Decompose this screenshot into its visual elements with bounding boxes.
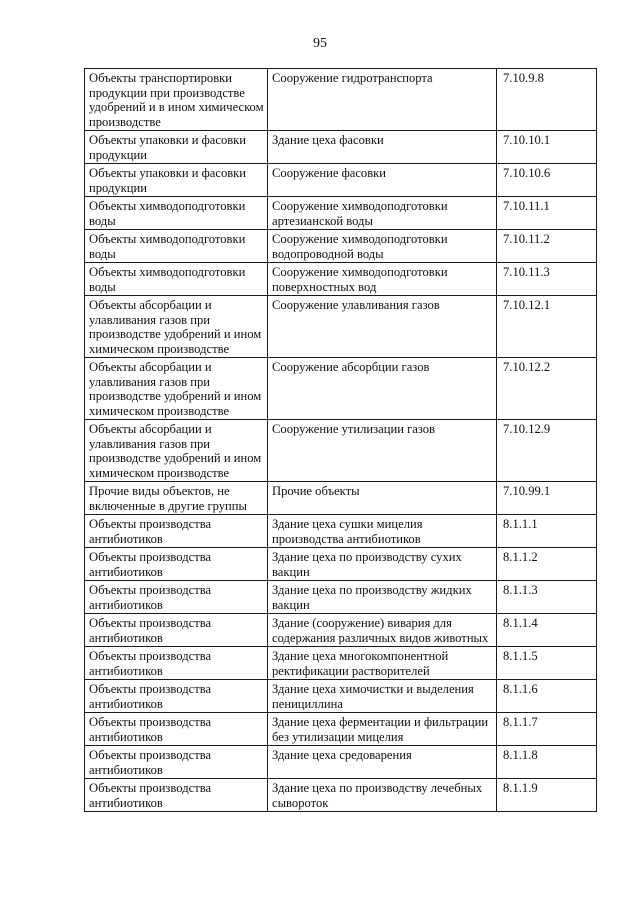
group-cell: Объекты абсорбации и улавливания газов при производстве удобрений и ином химическом производстве [85, 296, 268, 358]
group-cell: Объекты химводоподготовки воды [85, 230, 268, 263]
code-cell: 7.10.11.2 [497, 230, 597, 263]
code-cell: 7.10.10.6 [497, 164, 597, 197]
code-cell: 7.10.10.1 [497, 131, 597, 164]
object-cell: Сооружение улавливания газов [268, 296, 497, 358]
object-cell: Сооружение гидротранспорта [268, 69, 497, 131]
code-cell: 8.1.1.1 [497, 515, 597, 548]
code-cell: 7.10.11.3 [497, 263, 597, 296]
group-cell: Объекты упаковки и фасовки продукции [85, 164, 268, 197]
group-cell: Объекты абсорбации и улавливания газов при производстве удобрений и ином химическом производстве [85, 358, 268, 420]
group-cell: Объекты транспортировки продукции при производстве удобрений и в ином химическом производстве [85, 69, 268, 131]
code-cell: 7.10.99.1 [497, 482, 597, 515]
object-cell: Здание (сооружение) вивария для содержания различных видов животных [268, 614, 497, 647]
group-cell: Объекты производства антибиотиков [85, 779, 268, 812]
page-number: 95 [313, 36, 327, 51]
code-cell: 8.1.1.3 [497, 581, 597, 614]
object-cell: Здание цеха по производству сухих вакцин [268, 548, 497, 581]
group-cell: Объекты производства антибиотиков [85, 713, 268, 746]
code-cell: 8.1.1.9 [497, 779, 597, 812]
table-row [85, 197, 597, 230]
table-row [85, 647, 597, 680]
group-cell: Объекты химводоподготовки воды [85, 197, 268, 230]
table-row [85, 69, 597, 131]
group-cell: Объекты производства антибиотиков [85, 548, 268, 581]
table-row [85, 614, 597, 647]
group-cell: Объекты производства антибиотиков [85, 647, 268, 680]
table-row [85, 420, 597, 482]
code-cell: 7.10.12.1 [497, 296, 597, 358]
object-cell: Здание цеха по производству лечебных сывороток [268, 779, 497, 812]
group-cell: Объекты абсорбации и улавливания газов при производстве удобрений и ином химическом производстве [85, 420, 268, 482]
object-cell: Здание цеха по производству жидких вакцин [268, 581, 497, 614]
group-cell: Объекты химводоподготовки воды [85, 263, 268, 296]
object-cell: Здание цеха ферментации и фильтрации без утилизации мицелия [268, 713, 497, 746]
group-cell: Объекты производства антибиотиков [85, 515, 268, 548]
table-body [85, 69, 597, 812]
table-row [85, 746, 597, 779]
object-cell: Здание цеха фасовки [268, 131, 497, 164]
table-row [85, 779, 597, 812]
group-cell: Объекты производства антибиотиков [85, 581, 268, 614]
object-cell: Сооружение химводоподготовки поверхностных вод [268, 263, 497, 296]
object-cell: Сооружение химводоподготовки артезианской воды [268, 197, 497, 230]
table-row [85, 680, 597, 713]
table-row [85, 358, 597, 420]
code-cell: 7.10.11.1 [497, 197, 597, 230]
code-cell: 8.1.1.6 [497, 680, 597, 713]
code-cell: 8.1.1.8 [497, 746, 597, 779]
code-cell: 8.1.1.5 [497, 647, 597, 680]
object-cell: Здание цеха многокомпонентной ректификации растворителей [268, 647, 497, 680]
code-cell: 8.1.1.4 [497, 614, 597, 647]
table-row [85, 263, 597, 296]
code-cell: 8.1.1.2 [497, 548, 597, 581]
table-row [85, 581, 597, 614]
group-cell: Объекты упаковки и фасовки продукции [85, 131, 268, 164]
group-cell: Объекты производства антибиотиков [85, 680, 268, 713]
group-cell: Объекты производства антибиотиков [85, 746, 268, 779]
object-cell: Прочие объекты [268, 482, 497, 515]
classifier-table [84, 68, 597, 812]
group-cell: Прочие виды объектов, не включенные в другие группы [85, 482, 268, 515]
table-row [85, 230, 597, 263]
object-cell: Здание цеха сушки мицелия производства антибиотиков [268, 515, 497, 548]
table-row [85, 131, 597, 164]
group-cell: Объекты производства антибиотиков [85, 614, 268, 647]
code-cell: 7.10.9.8 [497, 69, 597, 131]
table-row [85, 548, 597, 581]
table-row [85, 515, 597, 548]
code-cell: 7.10.12.9 [497, 420, 597, 482]
code-cell: 8.1.1.7 [497, 713, 597, 746]
object-cell: Здание цеха средоварения [268, 746, 497, 779]
object-cell: Сооружение химводоподготовки водопроводной воды [268, 230, 497, 263]
object-cell: Сооружение фасовки [268, 164, 497, 197]
object-cell: Сооружение абсорбции газов [268, 358, 497, 420]
table-row [85, 296, 597, 358]
table-row [85, 713, 597, 746]
table-row [85, 482, 597, 515]
object-cell: Сооружение утилизации газов [268, 420, 497, 482]
object-cell: Здание цеха химочистки и выделения пенициллина [268, 680, 497, 713]
code-cell: 7.10.12.2 [497, 358, 597, 420]
table-row [85, 164, 597, 197]
